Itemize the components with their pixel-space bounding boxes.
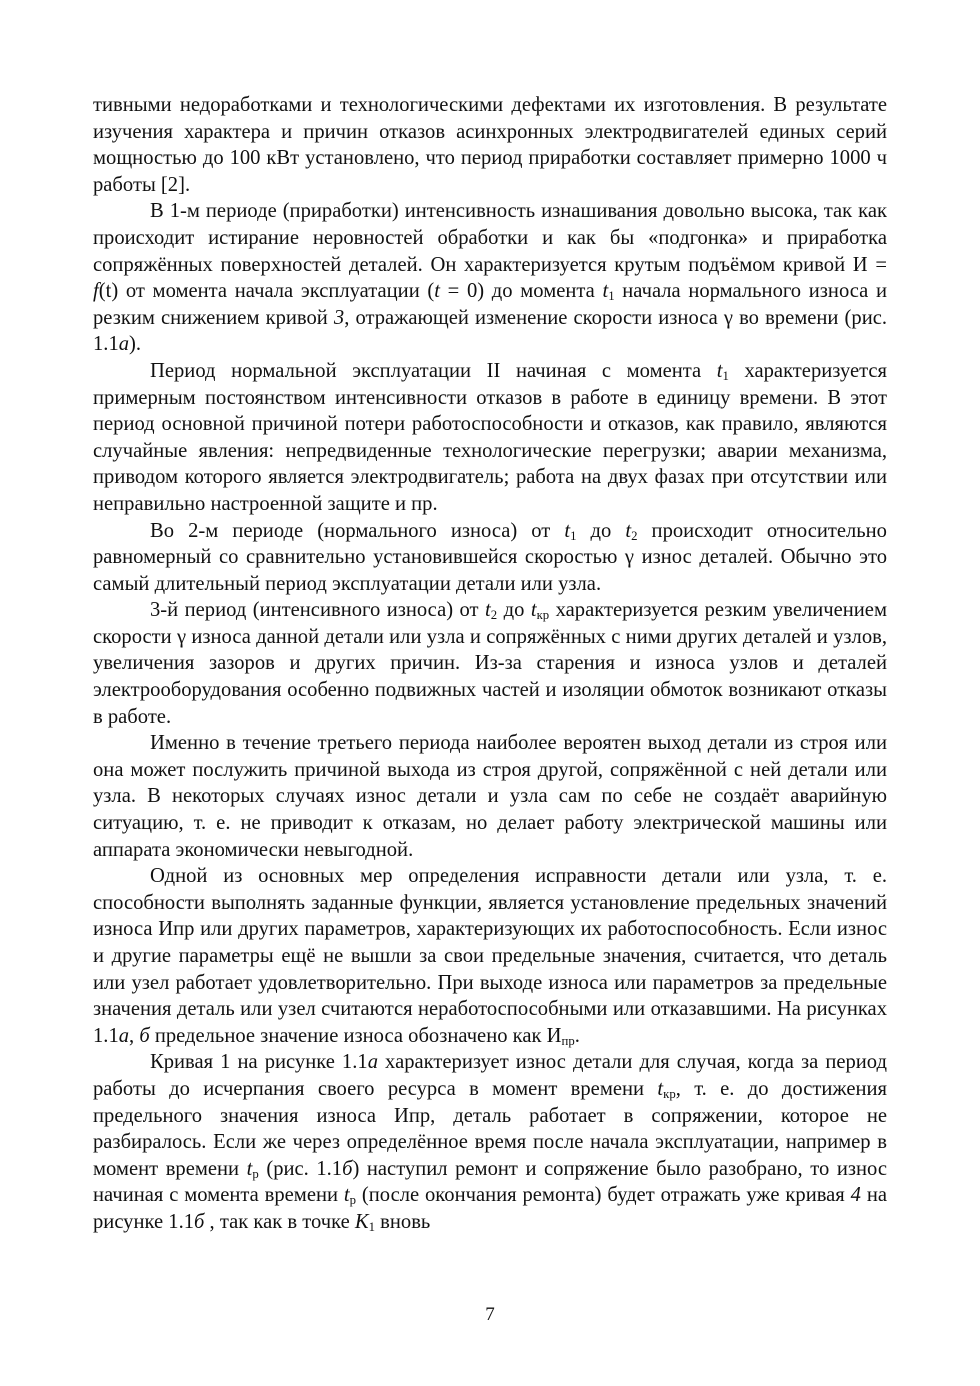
italic-var: t xyxy=(343,1184,350,1207)
paragraph-text: тивными недоработками и технологическими дефектами их изготовления. В результате изучения характера и причин отказов асинхронных электродвигателей единых серий мощностью до 100 кВт установлено, что период приработки составляет примерно 1000 ч работы [2]. xyxy=(93,94,887,196)
paragraph-text: , отражающей изменение скорости износа γ во времени (рис. 1.1 xyxy=(93,306,888,356)
paragraph-text: (после окончания ремонта) будет отражать уже кривая xyxy=(356,1184,851,1207)
paragraph-text: характеризуется примерным постоянством интенсивности отказов в работе в единицу времени. В этот период основной причиной потери работоспособности и отказов, как правило, являются случайные явления: непредвиденные технологические перегрузки; аварии механизма, приводом которого является электродвигатель; работа на двух фазах при отсутствии или неправильно настроенной защите и пр. xyxy=(93,359,887,515)
subscript: 1 xyxy=(608,289,615,304)
paragraph-text: на рисунке 1.1 xyxy=(93,1184,887,1233)
paragraph-text: 3-й период (интенсивного износа) от xyxy=(150,599,486,622)
italic-var: а xyxy=(367,1051,378,1074)
subscript: 2 xyxy=(490,608,498,623)
italic-var: t xyxy=(564,519,571,542)
italic-var: t xyxy=(602,280,609,303)
paragraph-text: В 1-м периоде (приработки) интенсивность изнашивания довольно высока, так как происходит истирание неровностей обработки и как бы «подгонка» и приработка сопряжённых поверхностей деталей. Он характеризуется крутым подъёмом кривой И = xyxy=(93,200,887,276)
paragraph-2 xyxy=(93,198,887,358)
italic-var: f xyxy=(93,280,99,303)
paragraph-text: Период нормальной эксплуатации II начиная с момента xyxy=(150,359,717,382)
italic-var: 3 xyxy=(333,306,345,329)
subscript: кр xyxy=(536,608,550,623)
paragraph-text: Одной из основных мер определения исправности детали или узла, т. е. способности выполнять заданные функции, является установление предельных значений износа Ипр или других параметров, характеризующих их работоспособность. Если износ и другие параметры ещё не вышли за свои предельные значения, считается, что деталь или узел работает удовлетворительно. При выходе износа или параметров за предельные значения деталь или узел считаются неработоспособными или отказавшими. На рисунках 1.1 xyxy=(93,865,887,1047)
italic-var: б xyxy=(194,1210,205,1233)
italic-var: t xyxy=(434,280,440,303)
paragraph-text: Кривая 1 на рисунке 1.1 xyxy=(150,1051,368,1074)
paragraph-text: (рис. 1.1 xyxy=(258,1157,343,1180)
paragraph-text: ). xyxy=(129,333,142,356)
italic-var: t xyxy=(657,1077,664,1100)
italic-var: t xyxy=(246,1157,253,1180)
paragraph-text: , т. е. до достижения предельного значения износа Ипр, деталь работает в сопряжении, которое не разбиралось. Если же через определённое время после начала эксплуатации, например в момент времени xyxy=(93,1077,887,1180)
paragraph-7 xyxy=(93,863,887,1049)
paragraph-text: предельное значение износа обозначено как И xyxy=(149,1024,562,1047)
paragraph-3 xyxy=(93,358,887,518)
subscript: 1 xyxy=(368,1220,376,1235)
paragraph-text: . xyxy=(574,1024,580,1047)
subscript: 2 xyxy=(631,528,638,543)
paragraph-text: вновь xyxy=(375,1210,431,1233)
page-number: 7 xyxy=(485,1304,495,1325)
paragraph-text: до xyxy=(497,599,531,622)
paragraph-text: Во 2-м периоде (нормального износа) от xyxy=(150,519,565,542)
paragraph-text: характеризует износ детали для случая, когда за период работы до исчерпания своего ресурса в момент времени xyxy=(93,1051,887,1100)
paragraph-text: , xyxy=(129,1024,140,1047)
paragraph-text: характеризуется резким увеличением скорости γ износа данной детали или узла и сопряжённых с ними других деталей и узлов, увеличения зазоров и других причин. Из-за старения и износа узлов и деталей электрооборудования особенно подвижных частей и изоляции обмоток возникают отказы в работе. xyxy=(93,599,887,728)
paragraph-6 xyxy=(93,730,887,863)
italic-var: б xyxy=(139,1024,150,1047)
italic-var: а xyxy=(118,333,130,356)
subscript: р xyxy=(349,1193,357,1208)
italic-var: 4 xyxy=(850,1184,861,1207)
italic-var: t xyxy=(716,359,723,382)
paragraph-text: = 0) до момента xyxy=(440,280,603,303)
paragraph-1 xyxy=(93,92,887,198)
paragraph-text: происходит относительно равномерный со сравнительно установившейся скоростью γ износ деталей. Обычно это самый длительный период эксплуатации детали или узла. xyxy=(93,519,887,595)
italic-var: б xyxy=(342,1157,353,1180)
italic-var: t xyxy=(625,519,632,542)
paragraph-text: до xyxy=(576,519,626,542)
paragraph-8 xyxy=(93,1049,887,1235)
subscript: 1 xyxy=(570,528,577,543)
document-body xyxy=(93,92,887,1236)
paragraph-4 xyxy=(93,518,887,598)
paragraph-text: ) наступил ремонт и сопряжение было разобрано, то износ начиная с момента времени xyxy=(93,1157,887,1207)
subscript: 1 xyxy=(722,369,729,384)
paragraph-text: (t) от момента начала эксплуатации ( xyxy=(98,280,435,303)
italic-var: а xyxy=(118,1024,130,1047)
italic-var: K xyxy=(354,1210,369,1233)
paragraph-text: , так как в точке xyxy=(204,1210,355,1233)
italic-var: t xyxy=(485,599,491,622)
paragraph-5 xyxy=(93,597,887,730)
paragraph-text: Именно в течение третьего периода наиболее вероятен выход детали из строя или она может послужить причиной выхода из строя другой, сопряжённой с ней детали или узла. В некоторых случаях износ детали и узла сам по себе не создаёт аварийную ситуацию, т. е. не приводит к отказам, но делает работу электрической машины или аппарата экономически невыгодной. xyxy=(93,732,887,861)
subscript: кр xyxy=(663,1087,676,1102)
paragraph-text: начала нормального износа и резким снижением кривой xyxy=(93,280,887,329)
italic-var: t xyxy=(530,599,537,622)
subscript: пр xyxy=(561,1033,575,1048)
subscript: р xyxy=(252,1166,259,1181)
